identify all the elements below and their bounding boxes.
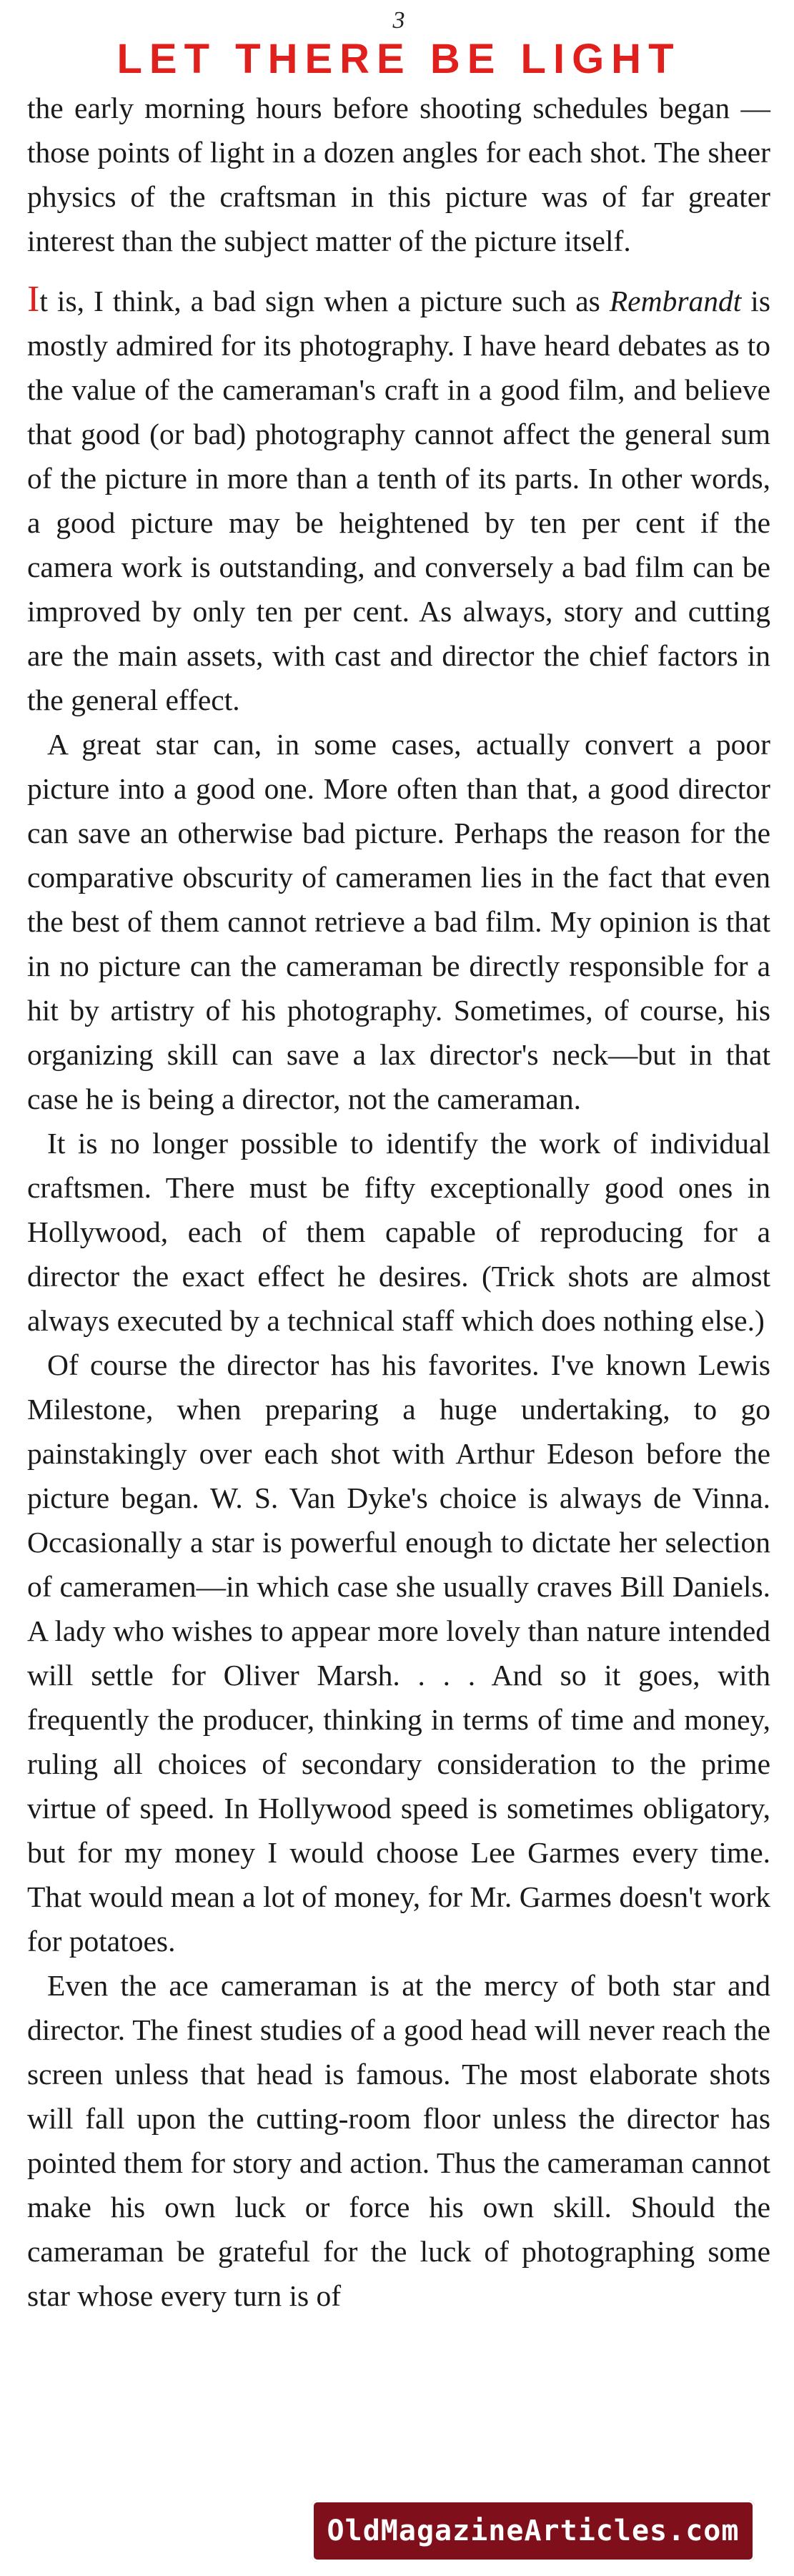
drop-cap: I	[27, 279, 40, 320]
paragraph-1: the early morning hours before shooting schedules began —those points of light in a dozen angles for each shot. The sheer physics of the craftsman in this picture was of far greater interest than the subject matter of the picture itself.	[27, 92, 770, 257]
paragraph-3: A great star can, in some cases, actually convert a poor picture into a good one. More often than that, a good director can save an otherwise bad picture. Perhaps the reason for the comparative obscurity of cameramen lies in the fact that even the best of them cannot retrieve a bad film. My opinion is that in no picture can the cameraman be directly responsible for a hit by artistry of his photography. Sometimes, of course, his organizing skill can save a lax director's neck—but in that case he is being a director, not the cameraman.	[27, 728, 770, 1115]
article-headline: LET THERE BE LIGHT	[116, 36, 681, 82]
page-number: 3	[392, 7, 405, 34]
film-title-rembrandt: Rembrandt	[609, 285, 742, 317]
paragraph-2-tail: is mostly admired for its photography. I have heard debates as to the value of the cameraman's craft in a good film, and believe that good (or bad) photography cannot affect the general sum of the picture in more than a tenth of its parts. In other words, a good picture may be heightened by ten per cent if the camera work is outstanding, and conversely a bad film can be improved by only ten per cent. As always, story and cutting are the main assets, with cast and director the chief factors in the general effect.	[27, 285, 770, 716]
site-watermark: OldMagazineArticles.com	[312, 2500, 755, 2562]
paragraph-5: Of course the director has his favorites. I've known Lewis Milestone, when preparing a huge undertaking, to go painstakingly over each shot with Arthur Edeson before the picture began. W. S. Van Dyke's choice is always de Vinna. Occasionally a star is powerful enough to dictate her selection of cameramen—in which case she usually craves Bill Daniels. A lady who wishes to appear more lovely than nature intended will settle for Oliver Marsh. . . . And so it goes, with frequently the producer, thinking in terms of time and money, ruling all choices of secondary consideration to the prime virtue of speed. In Hollywood speed is sometimes obligatory, but for my money I would choose Lee Garmes every time. That would mean a lot of money, for Mr. Garmes doesn't work for potatoes.	[27, 1348, 770, 1958]
paragraph-2	[27, 279, 770, 722]
paragraph-6: Even the ace cameraman is at the mercy of both star and director. The finest studies of a good head will never reach the screen unless that head is famous. The most elaborate shots will fall upon the cutting-room floor unless the director has pointed them for story and action. Thus the cameraman cannot make his own luck or force his own skill. Should the cameraman be grateful for the luck of photographing some star whose every turn is of	[27, 1969, 770, 2312]
paragraph-2-lead: t is, I think, a bad sign when a picture such as	[39, 285, 610, 317]
article-body	[27, 86, 770, 2318]
article-page	[27, 0, 770, 2576]
paragraph-4: It is no longer possible to identify the work of individual craftsmen. There must be fifty exceptionally good ones in Hollywood, each of them capable of reproducing for a director the exact effect he desires. (Trick shots are almost always executed by a technical staff which does nothing else.)	[27, 1127, 770, 1337]
